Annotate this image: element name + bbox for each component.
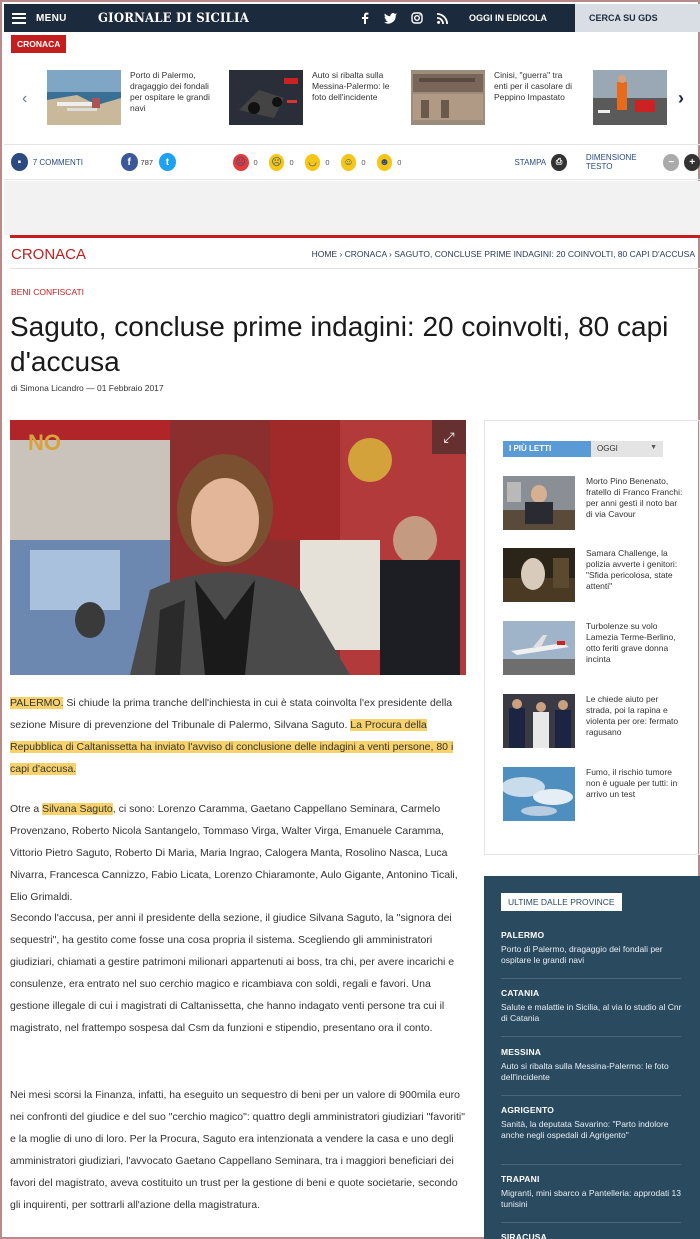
related-news-text: Cinisi, "guerra" tra enti per il casolare di Peppino Impastato (494, 70, 572, 102)
related-thumb-road (593, 70, 667, 125)
category-tag[interactable]: CRONACA (11, 35, 66, 53)
related-news-carousel (4, 66, 700, 130)
divider (10, 268, 700, 269)
reaction-count: 0 (397, 157, 402, 167)
hero-photo (10, 420, 466, 675)
most-read-thumb (503, 476, 575, 530)
comments-count[interactable]: 7 COMMENTI (32, 157, 83, 167)
tab-most-read[interactable]: I PIÙ LETTI (503, 441, 591, 457)
province-city[interactable]: MESSINA (501, 1047, 542, 1057)
province-item[interactable] (501, 1105, 686, 1141)
paragraph-text: Si chiude la prima tranche dell'inchiesta in cui è stata coinvolta l'ex presidente della sezione Misure di prevenzione del Tribunale di Palermo, Silvana Saguto. (10, 697, 453, 731)
article-byline: di Simona Licandro — 01 Febbraio 2017 (11, 383, 164, 393)
reaction-count: 0 (325, 157, 330, 167)
related-thumb-port (47, 70, 121, 125)
province-item[interactable] (501, 1232, 686, 1239)
most-read-item[interactable] (503, 548, 686, 602)
province-headline[interactable]: Auto si ribalta sulla Messina-Palermo: le foto dell'incidente (501, 1061, 669, 1082)
reaction-count: 0 (253, 157, 258, 167)
twitter-icon[interactable] (384, 12, 397, 25)
social-links (358, 12, 449, 25)
edicola-link[interactable]: OGGI IN EDICOLA (469, 13, 548, 23)
province-item[interactable] (501, 988, 686, 1024)
province-item[interactable] (501, 1174, 686, 1210)
laugh-reaction-icon[interactable]: ☻ (377, 154, 393, 171)
paragraph-text: , ci sono: Lorenzo Caramma, Gaetano Cappellano Seminara, Carmelo Provenzano, Roberto Nicola Santangelo, Tommaso Virga, Walter Virga, Emanuele Caramma, Vittorio Pietro Saguto, Roberto Di Maria, Maria Ingrao, Calogera Manta, Rosolino Nasca, Luca Nivarra, Francesca Cannizzo, Fabio Licata, Lorenzo Chiaramonte, Aulo Gigante, Antonino Ticali, Elio Grimaldi. (10, 803, 458, 903)
rss-icon[interactable] (436, 12, 449, 25)
province-headline[interactable]: Migranti, mini sbarco a Pantelleria: approdati 13 tunisini (501, 1188, 682, 1209)
divider (501, 1095, 681, 1096)
highlighted-text: La Procura della Repubblica di Caltanissetta ha inviato l'avviso di conclusione delle indagini a venti persone, 80 i capi d'accusa. (10, 719, 454, 775)
most-read-text: Fumo, il rischio tumore non è uguale per tutti: in arrivo un test (586, 767, 678, 799)
fullscreen-icon[interactable]: ⤢ (432, 420, 466, 454)
most-read-thumb (503, 621, 575, 675)
province-city[interactable]: PALERMO (501, 930, 545, 940)
ad-banner-area (4, 181, 700, 235)
most-read-item[interactable] (503, 621, 686, 675)
print-label[interactable]: STAMPA (514, 157, 547, 167)
province-headline[interactable]: Sanità, la deputata Savarino: "Parto indolore anche negli ospedali di Agrigento" (501, 1119, 669, 1140)
instagram-icon[interactable] (410, 12, 423, 25)
comments-icon[interactable]: ▪ (11, 153, 28, 171)
menu-button[interactable] (4, 4, 76, 32)
text-size-label: DIMENSIONE TESTO (585, 153, 637, 171)
most-read-thumb (503, 694, 575, 748)
most-read-thumb (503, 548, 575, 602)
svg-text:NO: NO (28, 430, 61, 455)
most-read-text: Morto Pino Benenato, fratello di Franco Franchi: per anni gestì il noto bar di via Cavour (586, 476, 683, 519)
divider (501, 1222, 681, 1223)
province-headline[interactable]: Salute e malattie in Sicilia, al via lo studio al Cnr di Catania (501, 1002, 682, 1023)
chevron-down-icon: ▼ (650, 444, 657, 451)
province-city[interactable]: AGRIGENTO (501, 1105, 555, 1115)
article-headline: Saguto, concluse prime indagini: 20 coinvolti, 80 capi d'accusa (10, 311, 669, 377)
reaction-count: 0 (361, 157, 366, 167)
province-city[interactable]: SIRACUSA (501, 1232, 547, 1239)
most-read-text: Turbolenze su volo Lamezia Terme-Berlino, otto feriti grave donna incinta (586, 621, 676, 664)
province-widget-label: ULTIME DALLE PROVINCE (501, 893, 622, 911)
related-news-text: Auto si ribalta sulla Messina-Palermo: le foto dell'incidente (312, 70, 390, 102)
carousel-prev-arrow[interactable]: ‹ (22, 90, 28, 107)
province-city[interactable]: TRAPANI (501, 1174, 540, 1184)
facebook-icon[interactable] (358, 12, 371, 25)
article-hero-image[interactable] (10, 420, 466, 675)
divider (501, 1036, 681, 1037)
hamburger-icon (12, 13, 26, 24)
site-logo[interactable]: GIORNALE DI SICILIA (98, 10, 249, 26)
province-item[interactable] (501, 1047, 686, 1083)
search-button[interactable]: CERCA SU GDS (575, 4, 700, 32)
facebook-share-count: 787 (140, 157, 154, 167)
period-select[interactable] (591, 441, 663, 457)
province-city[interactable]: CATANIA (501, 988, 540, 998)
place-highlight: PALERMO. (10, 697, 64, 709)
most-read-item[interactable] (503, 476, 686, 530)
related-news-text: Porto di Palermo, dragaggio dei fondali per ospitare le grandi navi (130, 70, 210, 113)
related-news-item[interactable] (229, 70, 392, 125)
article-paragraph-3: Secondo l'accusa, per anni il presidente della sezione, il giudice Silvana Saguto, la "signora dei sequestri", ha gestito come fosse una cosa propria il sistema. Scegliendo gli amministratori giudiziari, chiamati a gestire patrimoni milionari appartenuti ai boss, tra chi, per avere incarichi e consulenze, era entrato nel suo cerchio magico e ricambiava con soldi, regali e favori. Una gestione illegale di cui i magistrati di Caltanissetta, che hanno indagato venti persone tra cui il magistrato, nel frattempo sospesa dal Csm da funzioni e stipendio, presentano ora il conto. (10, 912, 455, 1034)
breadcrumb[interactable]: HOME › CRONACA › SAGUTO, CONCLUSE PRIME INDAGINI: 20 COINVOLTI, 80 CAPI D'ACCUSA (311, 249, 695, 259)
article-paragraph-4: Nei mesi scorsi la Finanza, infatti, ha eseguito un sequestro di beni per un valore di 900mila euro nei confronti del giudice e del suo "cerchio magico": quattro degli amministratori giudiziari "favoriti" e la moglie di uno di loro. Per la Procura, Saguto era intenzionata a vendere la casa e uno degli amministratori giudiziari, l'avvocato Gaetano Cappellano Seminara, tra i maggiori beneficiari dei favori del magistrato, aveva costituito un trust per la gestione di beni e quote societarie, secondo gli inquirenti, per sottrarli all'azione della magistratura. (10, 1089, 465, 1211)
province-news-widget (484, 876, 700, 1239)
top-navigation-bar (4, 4, 700, 32)
reaction-count: 0 (289, 157, 294, 167)
most-read-text: Samara Challenge, la polizia avverte i genitori: "Sfida pericolosa, state attenti" (586, 548, 678, 591)
most-read-text: Le chiede aiuto per strada, poi la rapina e violenta per ore: fermato ragusano (586, 694, 679, 737)
most-read-widget (484, 420, 700, 855)
facebook-share-icon[interactable]: f (121, 153, 138, 171)
period-select-value: OGGI (597, 444, 618, 453)
divider (501, 1164, 681, 1165)
menu-label: MENU (36, 12, 67, 24)
province-item[interactable] (501, 930, 686, 966)
text-smaller-button[interactable]: − (663, 154, 679, 171)
twitter-share-icon[interactable]: t (159, 153, 176, 171)
neutral-reaction-icon[interactable]: ◡ (305, 154, 321, 171)
article-kicker[interactable]: BENI CONFISCATI (11, 287, 85, 297)
province-headline[interactable]: Porto di Palermo, dragaggio dei fondali per ospitare le grandi navi (501, 944, 663, 965)
most-read-item[interactable] (503, 767, 686, 821)
section-divider (10, 235, 700, 238)
related-news-item[interactable] (411, 70, 574, 125)
related-thumb-casolare (411, 70, 485, 125)
section-title[interactable]: CRONACA (11, 246, 87, 263)
name-highlight[interactable]: Silvana Saguto (42, 803, 113, 815)
article-paragraph-2 (10, 798, 470, 908)
related-thumb-accident (229, 70, 303, 125)
text-larger-button[interactable]: + (684, 154, 700, 171)
angry-reaction-icon[interactable]: ☹ (233, 154, 249, 171)
most-read-item[interactable] (503, 694, 686, 748)
happy-reaction-icon[interactable]: ☺ (341, 154, 357, 171)
print-icon[interactable]: ⎙ (551, 154, 567, 171)
most-read-thumb (503, 767, 575, 821)
article-actions-bar (4, 144, 700, 180)
divider (501, 978, 681, 979)
paragraph-text: Otre a (10, 803, 43, 815)
carousel-next-arrow[interactable]: › (678, 88, 684, 108)
related-news-item[interactable] (47, 70, 210, 125)
article-paragraph-1 (10, 692, 470, 780)
sad-reaction-icon[interactable]: ☹ (269, 154, 285, 171)
